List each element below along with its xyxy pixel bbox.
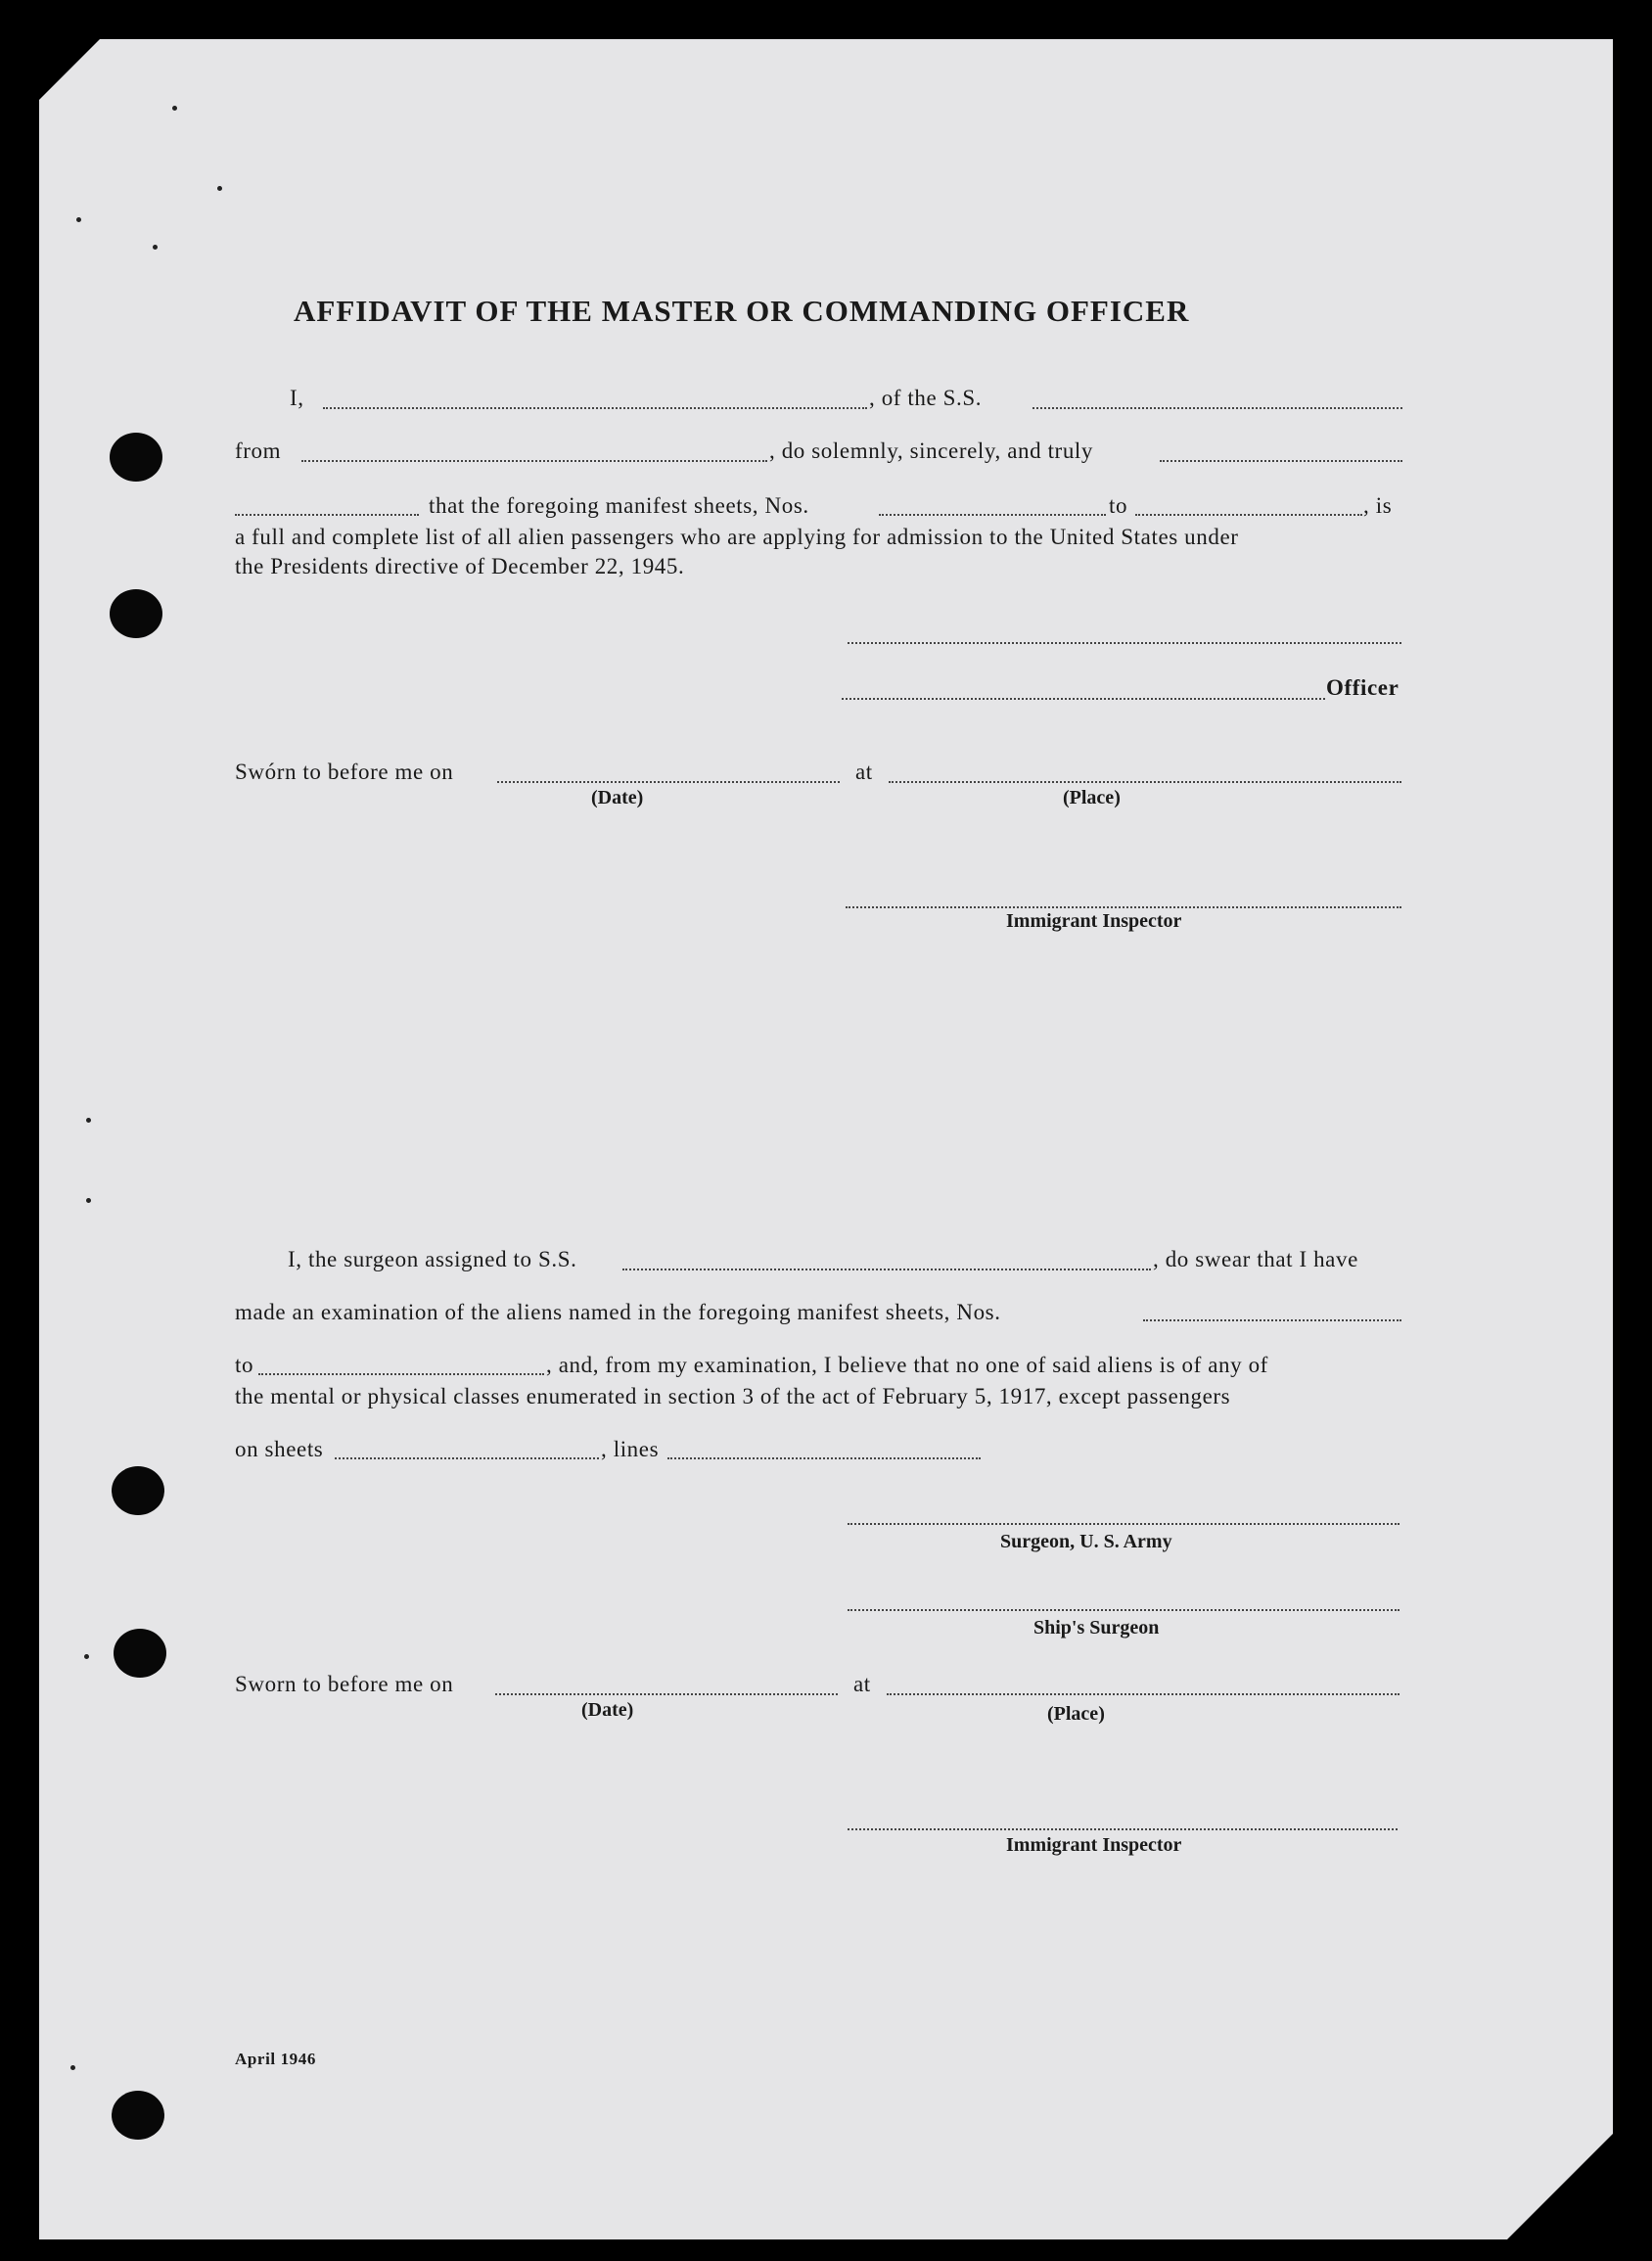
- master-at-label: at: [855, 760, 873, 784]
- surgeon-sheet-to-field[interactable]: [258, 1373, 544, 1375]
- form-paper: [39, 39, 1613, 2239]
- master-port-field[interactable]: [301, 460, 767, 462]
- surgeon-sheets-label: on sheets: [235, 1437, 324, 1461]
- surgeon-inspector-signature-line[interactable]: [848, 1828, 1398, 1830]
- officer-signature-line[interactable]: [842, 698, 1325, 700]
- surgeon-ship-field[interactable]: [622, 1269, 1151, 1270]
- ink-speck: [172, 106, 177, 111]
- master-oath-field[interactable]: [1160, 460, 1402, 462]
- master-inspector-caption: Immigrant Inspector: [1006, 910, 1182, 932]
- surgeon-place-caption: (Place): [1047, 1703, 1105, 1725]
- surgeon-sworn-place-field[interactable]: [887, 1693, 1400, 1695]
- ship-surgeon-signature-line[interactable]: [848, 1609, 1400, 1611]
- ink-speck: [70, 2065, 75, 2070]
- surgeon-inspector-caption: Immigrant Inspector: [1006, 1834, 1182, 1856]
- surgeon-to-label: to: [235, 1353, 254, 1377]
- ink-speck: [86, 1118, 91, 1123]
- master-from-label: from: [235, 438, 282, 463]
- surgeon-intro-label: I, the surgeon assigned to S.S.: [288, 1247, 577, 1271]
- surgeon-except-lines-field[interactable]: [667, 1457, 981, 1459]
- master-i-label: I,: [290, 386, 304, 410]
- master-text-line4: a full and complete list of all alien passengers who are applying for admission to the United States under: [235, 525, 1239, 549]
- surgeon-text-line3: , and, from my examination, I believe that no one of said aliens is of any of: [546, 1353, 1268, 1377]
- surgeon-except-sheets-field[interactable]: [335, 1457, 599, 1459]
- surgeon-at-label: at: [853, 1672, 871, 1696]
- ink-speck: [153, 245, 158, 250]
- surgeon-text-line2: made an examination of the aliens named in the foregoing manifest sheets, Nos.: [235, 1300, 1001, 1324]
- punch-hole: [112, 2091, 164, 2140]
- ink-speck: [76, 217, 81, 222]
- form-title: AFFIDAVIT OF THE MASTER OR COMMANDING OFFICER: [294, 294, 1190, 328]
- master-text-line5: the Presidents directive of December 22, 1945.: [235, 554, 685, 578]
- master-sworn-date-field[interactable]: [497, 781, 840, 783]
- surgeon-date-caption: (Date): [581, 1699, 634, 1721]
- ship-surgeon-caption: Ship's Surgeon: [1033, 1617, 1160, 1638]
- surgeon-sworn-date-field[interactable]: [495, 1693, 838, 1695]
- master-oath-word-field[interactable]: [235, 514, 419, 516]
- ink-speck: [86, 1198, 91, 1203]
- punch-hole: [114, 1629, 166, 1678]
- master-ship-field[interactable]: [1032, 407, 1402, 409]
- master-swear-label: , do solemnly, sincerely, and truly: [769, 438, 1094, 463]
- ink-speck: [217, 186, 222, 191]
- master-signature-line[interactable]: [848, 642, 1401, 644]
- master-sheet-to-field[interactable]: [1135, 514, 1362, 516]
- surgeon-lines-label: , lines: [601, 1437, 660, 1461]
- punch-hole: [112, 1466, 164, 1515]
- master-inspector-signature-line[interactable]: [846, 906, 1401, 908]
- master-sworn-place-field[interactable]: [889, 781, 1401, 783]
- master-place-caption: (Place): [1063, 787, 1121, 808]
- master-sheet-from-field[interactable]: [879, 514, 1106, 516]
- master-name-field[interactable]: [323, 407, 867, 409]
- master-sworn-label: Swórn to before me on: [235, 760, 454, 784]
- surgeon-swear-label: , do swear that I have: [1153, 1247, 1358, 1271]
- form-revision-date: April 1946: [235, 2050, 316, 2068]
- officer-label: Officer: [1326, 675, 1400, 700]
- army-surgeon-signature-line[interactable]: [848, 1523, 1400, 1525]
- surgeon-text-line4: the mental or physical classes enumerated in section 3 of the act of February 5, 1917, except passengers: [235, 1384, 1231, 1408]
- army-surgeon-caption: Surgeon, U. S. Army: [1000, 1531, 1172, 1552]
- surgeon-sworn-label: Sworn to before me on: [235, 1672, 454, 1696]
- master-date-caption: (Date): [591, 787, 644, 808]
- punch-hole: [110, 589, 162, 638]
- master-manifest-label: that the foregoing manifest sheets, Nos.: [429, 493, 809, 518]
- ink-speck: [84, 1654, 89, 1659]
- surgeon-sheet-from-field[interactable]: [1143, 1319, 1401, 1321]
- punch-hole: [110, 433, 162, 482]
- master-to-label: to: [1109, 493, 1128, 518]
- master-is-label: , is: [1363, 493, 1393, 518]
- master-ss-label: , of the S.S.: [869, 386, 983, 410]
